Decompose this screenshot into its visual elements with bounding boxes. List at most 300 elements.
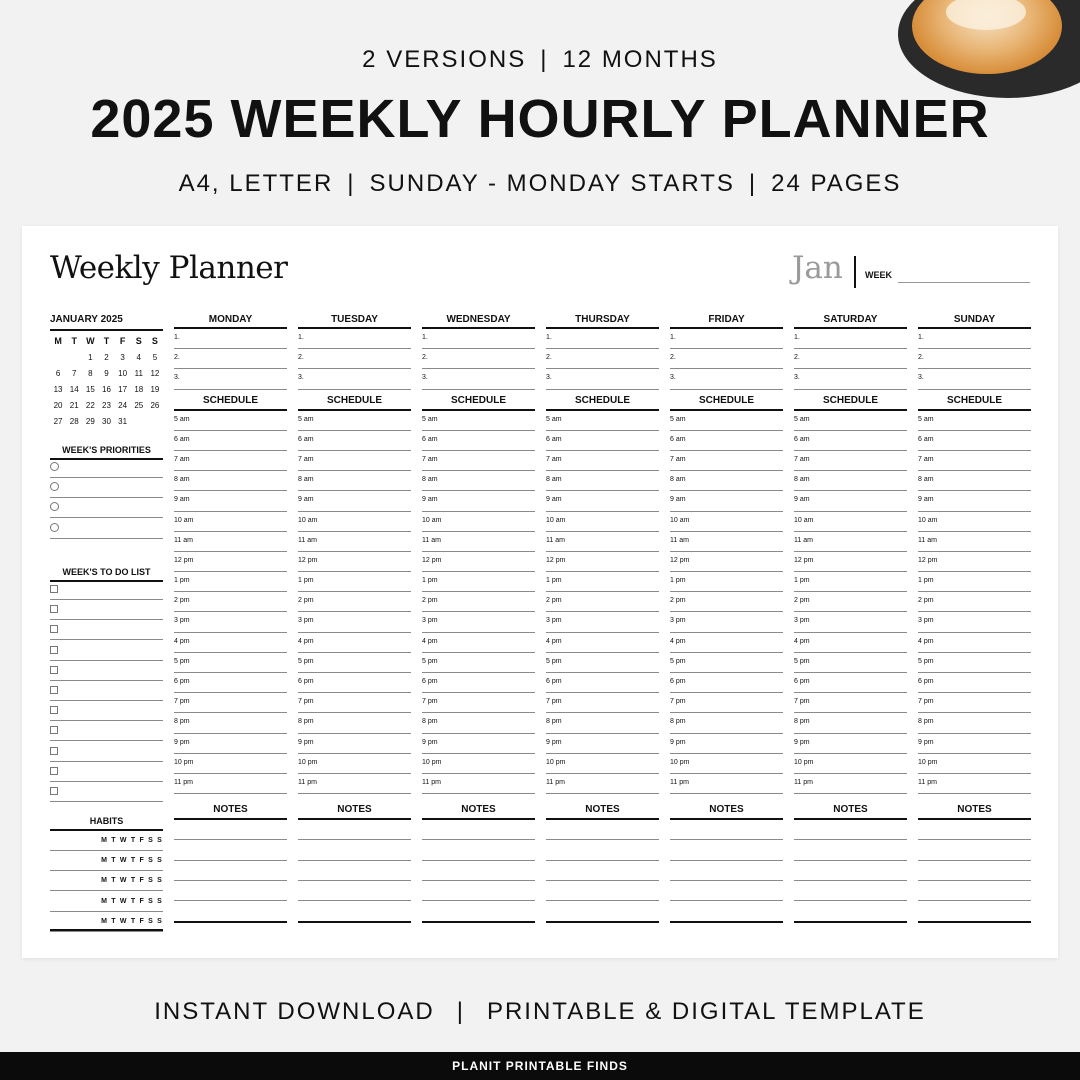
hour-label: 7 am: [174, 455, 190, 463]
square-checkbox-icon[interactable]: [50, 787, 58, 795]
top-item-row[interactable]: [298, 329, 411, 349]
notes-row[interactable]: [298, 861, 411, 881]
hour-row[interactable]: [298, 612, 411, 632]
hour-row[interactable]: [298, 754, 411, 774]
hour-label: 1 pm: [174, 577, 190, 585]
hour-row[interactable]: [546, 491, 659, 511]
hour-row[interactable]: [546, 673, 659, 693]
hour-row[interactable]: [298, 471, 411, 491]
hour-row[interactable]: [670, 734, 783, 754]
top-item-row[interactable]: [174, 369, 287, 389]
hour-label: 3 pm: [794, 617, 810, 625]
hour-row[interactable]: [298, 451, 411, 471]
hour-row[interactable]: [422, 572, 535, 592]
calendar-date: 12: [150, 369, 160, 378]
hour-row[interactable]: [670, 411, 783, 431]
hour-row[interactable]: [546, 612, 659, 632]
hour-row[interactable]: [546, 532, 659, 552]
calendar-date: 11: [134, 369, 143, 378]
habit-row[interactable]: [50, 831, 163, 851]
top-item-row[interactable]: [918, 369, 1031, 389]
hour-label: 1 pm: [546, 577, 562, 585]
hour-row[interactable]: [918, 471, 1031, 491]
notes-title: NOTES: [794, 804, 907, 820]
notes-row[interactable]: [422, 881, 535, 901]
hour-row[interactable]: [794, 451, 907, 471]
hour-row[interactable]: [918, 713, 1031, 733]
square-checkbox-icon[interactable]: [50, 747, 58, 755]
hour-label: 7 am: [918, 455, 934, 463]
hour-row[interactable]: [918, 572, 1031, 592]
hour-row[interactable]: [298, 653, 411, 673]
hour-label: 7 pm: [174, 698, 190, 706]
priorities-title: WEEK'S PRIORITIES: [50, 445, 163, 460]
top-item-number: 2.: [670, 354, 676, 362]
hour-label: 2 pm: [918, 597, 934, 605]
hour-row[interactable]: [918, 512, 1031, 532]
hour-row[interactable]: [546, 754, 659, 774]
hour-row[interactable]: [546, 471, 659, 491]
calendar-date: 28: [69, 417, 79, 426]
notes-row[interactable]: [670, 861, 783, 881]
hour-row[interactable]: [422, 653, 535, 673]
hour-label: 5 pm: [298, 657, 314, 665]
hour-row[interactable]: [918, 693, 1031, 713]
hour-row[interactable]: [546, 512, 659, 532]
top-item-number: 1.: [298, 334, 304, 341]
hour-row[interactable]: [918, 754, 1031, 774]
hour-row[interactable]: [670, 512, 783, 532]
hour-row[interactable]: [918, 411, 1031, 431]
notes-row[interactable]: [422, 840, 535, 860]
hour-row[interactable]: [174, 471, 287, 491]
hour-label: 10 am: [174, 516, 194, 524]
notes-row[interactable]: [918, 861, 1031, 881]
hour-row[interactable]: [174, 552, 287, 572]
hour-row[interactable]: [546, 713, 659, 733]
top-item-row[interactable]: [794, 349, 907, 369]
hour-label: 8 am: [422, 476, 438, 484]
todo-row[interactable]: [50, 762, 163, 782]
top-item-row[interactable]: [546, 329, 659, 349]
notes-row[interactable]: [794, 820, 907, 840]
hour-row[interactable]: [794, 774, 907, 794]
hour-row[interactable]: [298, 774, 411, 794]
top-item-row[interactable]: [670, 369, 783, 389]
todo-row[interactable]: [50, 661, 163, 681]
notes-row[interactable]: [298, 820, 411, 840]
hour-row[interactable]: [422, 633, 535, 653]
hour-label: 11 am: [422, 536, 441, 544]
calendar-date: [50, 352, 66, 363]
hour-row[interactable]: [794, 754, 907, 774]
hour-label: 4 pm: [298, 637, 314, 645]
notes-row[interactable]: [174, 861, 287, 881]
notes-row[interactable]: [794, 861, 907, 881]
top-item-number: 2.: [918, 354, 924, 362]
calendar-day-name: S: [135, 336, 142, 346]
hour-row[interactable]: [918, 552, 1031, 572]
hour-row[interactable]: [174, 693, 287, 713]
hour-row[interactable]: [918, 734, 1031, 754]
hour-row[interactable]: [670, 633, 783, 653]
notes-row[interactable]: [546, 901, 659, 921]
todo-row[interactable]: [50, 782, 163, 802]
hour-row[interactable]: [670, 491, 783, 511]
hour-row[interactable]: [174, 451, 287, 471]
hour-row[interactable]: [422, 512, 535, 532]
priority-row[interactable]: [50, 498, 163, 518]
hour-row[interactable]: [422, 693, 535, 713]
top-item-row[interactable]: [670, 349, 783, 369]
hour-row[interactable]: [918, 431, 1031, 451]
hour-row[interactable]: [670, 471, 783, 491]
habits-title: HABITS: [50, 816, 163, 831]
hour-row[interactable]: [174, 713, 287, 733]
notes-row[interactable]: [174, 840, 287, 860]
notes-row[interactable]: [918, 820, 1031, 840]
hour-row[interactable]: [298, 713, 411, 733]
square-checkbox-icon[interactable]: [50, 666, 58, 674]
hour-row[interactable]: [422, 532, 535, 552]
divider: [854, 256, 856, 288]
hour-row[interactable]: [670, 653, 783, 673]
hour-label: 10 pm: [422, 758, 442, 766]
notes-row[interactable]: [918, 881, 1031, 901]
square-checkbox-icon[interactable]: [50, 605, 58, 613]
hour-row[interactable]: [546, 592, 659, 612]
hour-row[interactable]: [298, 411, 411, 431]
week-input-line[interactable]: [898, 282, 1030, 283]
square-checkbox-icon[interactable]: [50, 706, 58, 714]
hour-row[interactable]: [174, 532, 287, 552]
top-item-row[interactable]: [670, 329, 783, 349]
hour-row[interactable]: [174, 491, 287, 511]
notes-row[interactable]: [794, 881, 907, 901]
hour-row[interactable]: [918, 612, 1031, 632]
hour-row[interactable]: [546, 552, 659, 572]
hour-row[interactable]: [298, 491, 411, 511]
hour-label: 10 pm: [546, 758, 566, 766]
hour-row[interactable]: [794, 532, 907, 552]
hour-label: 11 pm: [794, 778, 813, 786]
hour-row[interactable]: [918, 491, 1031, 511]
habit-day-letters: M T W T F S S: [101, 917, 163, 925]
square-checkbox-icon[interactable]: [50, 646, 58, 654]
calendar-date: 9: [104, 369, 109, 378]
notes-row[interactable]: [174, 881, 287, 901]
notes-title: NOTES: [546, 804, 659, 820]
hour-row[interactable]: [670, 572, 783, 592]
day-column: [794, 314, 907, 923]
habit-row[interactable]: [50, 851, 163, 871]
hour-row[interactable]: [298, 734, 411, 754]
column-bottom-rule: [422, 921, 535, 923]
calendar-day-name: T: [103, 336, 110, 346]
hour-row[interactable]: [422, 592, 535, 612]
notes-row[interactable]: [794, 901, 907, 921]
notes-row[interactable]: [422, 861, 535, 881]
hour-row[interactable]: [918, 532, 1031, 552]
notes-row[interactable]: [670, 840, 783, 860]
column-bottom-rule: [298, 921, 411, 923]
todo-row[interactable]: [50, 721, 163, 741]
hour-row[interactable]: [422, 774, 535, 794]
top-item-number: 1.: [918, 334, 924, 341]
hour-row[interactable]: [670, 552, 783, 572]
hour-row[interactable]: [794, 633, 907, 653]
top-item-number: 2.: [794, 354, 800, 362]
top-item-row[interactable]: [422, 329, 535, 349]
hour-label: 2 pm: [546, 597, 562, 605]
calendar-date: 27: [53, 417, 63, 426]
hour-row[interactable]: [546, 693, 659, 713]
notes-row[interactable]: [174, 820, 287, 840]
hour-label: 10 am: [918, 516, 938, 524]
hour-row[interactable]: [546, 734, 659, 754]
hour-row[interactable]: [794, 693, 907, 713]
hour-row[interactable]: [298, 693, 411, 713]
hour-row[interactable]: [174, 734, 287, 754]
day-title: WEDNESDAY: [422, 314, 535, 329]
notes-row[interactable]: [546, 820, 659, 840]
notes-row[interactable]: [422, 820, 535, 840]
hour-label: 10 pm: [794, 758, 814, 766]
hour-row[interactable]: [298, 592, 411, 612]
habit-row[interactable]: [50, 892, 163, 912]
day-title: SUNDAY: [918, 314, 1031, 329]
hour-row[interactable]: [670, 592, 783, 612]
hour-row[interactable]: [794, 653, 907, 673]
top-item-row[interactable]: [794, 369, 907, 389]
hour-label: 9 am: [670, 496, 686, 504]
hour-row[interactable]: [422, 491, 535, 511]
hour-label: 6 pm: [422, 678, 438, 685]
notes-row[interactable]: [918, 901, 1031, 921]
notes-title: NOTES: [918, 804, 1031, 820]
hour-row[interactable]: [670, 532, 783, 552]
calendar-date: 1: [88, 353, 93, 362]
todo-row[interactable]: [50, 701, 163, 721]
top-item-row[interactable]: [174, 349, 287, 369]
hour-row[interactable]: [174, 633, 287, 653]
hour-label: 5 pm: [546, 657, 562, 665]
notes-row[interactable]: [422, 901, 535, 921]
hour-label: 6 am: [422, 435, 438, 443]
hour-row[interactable]: [794, 612, 907, 632]
hour-row[interactable]: [546, 633, 659, 653]
notes-row[interactable]: [174, 901, 287, 921]
hour-row[interactable]: [794, 552, 907, 572]
todo-row[interactable]: [50, 742, 163, 762]
hour-label: 5 am: [422, 415, 438, 423]
hour-row[interactable]: [670, 673, 783, 693]
hour-label: 12 pm: [918, 556, 938, 564]
hour-row[interactable]: [546, 431, 659, 451]
square-checkbox-icon[interactable]: [50, 625, 58, 633]
top-item-row[interactable]: [546, 369, 659, 389]
hour-row[interactable]: [422, 734, 535, 754]
square-checkbox-icon[interactable]: [50, 686, 58, 694]
notes-row[interactable]: [298, 840, 411, 860]
hour-row[interactable]: [918, 451, 1031, 471]
hour-row[interactable]: [794, 431, 907, 451]
hour-row[interactable]: [794, 592, 907, 612]
hour-row[interactable]: [670, 754, 783, 774]
circle-checkbox-icon[interactable]: [50, 482, 59, 491]
hour-row[interactable]: [918, 633, 1031, 653]
hour-row[interactable]: [298, 552, 411, 572]
square-checkbox-icon[interactable]: [50, 767, 58, 775]
hour-row[interactable]: [794, 512, 907, 532]
hour-row[interactable]: [546, 411, 659, 431]
notes-row[interactable]: [670, 901, 783, 921]
hour-row[interactable]: [546, 572, 659, 592]
hour-label: 10 am: [670, 516, 690, 524]
hour-row[interactable]: [794, 572, 907, 592]
top-item-number: 1.: [546, 334, 552, 341]
hour-row[interactable]: [174, 431, 287, 451]
hour-row[interactable]: [918, 653, 1031, 673]
todo-row[interactable]: [50, 681, 163, 701]
notes-row[interactable]: [670, 881, 783, 901]
top-item-number: 3.: [422, 374, 428, 382]
hour-row[interactable]: [546, 653, 659, 673]
brand-bar: PLANIT PRINTABLE FINDS: [0, 1052, 1080, 1080]
top-item-row[interactable]: [918, 329, 1031, 349]
top-item-row[interactable]: [918, 349, 1031, 369]
hour-row[interactable]: [174, 653, 287, 673]
hour-row[interactable]: [422, 411, 535, 431]
hour-row[interactable]: [298, 572, 411, 592]
notes-row[interactable]: [298, 901, 411, 921]
hour-row[interactable]: [174, 612, 287, 632]
hour-row[interactable]: [174, 512, 287, 532]
hour-row[interactable]: [546, 774, 659, 794]
priority-row[interactable]: [50, 458, 163, 478]
hour-row[interactable]: [422, 431, 535, 451]
hour-row[interactable]: [918, 774, 1031, 794]
hour-label: 7 pm: [918, 698, 934, 706]
hour-row[interactable]: [670, 612, 783, 632]
calendar-date: 16: [102, 385, 111, 394]
top-item-row[interactable]: [298, 349, 411, 369]
circle-checkbox-icon[interactable]: [50, 462, 59, 471]
hour-row[interactable]: [298, 512, 411, 532]
hour-row[interactable]: [794, 411, 907, 431]
hour-row[interactable]: [670, 713, 783, 733]
top-item-row[interactable]: [174, 329, 287, 349]
notes-row[interactable]: [918, 840, 1031, 860]
hour-label: 7 am: [298, 455, 314, 463]
notes-row[interactable]: [546, 881, 659, 901]
hour-row[interactable]: [298, 673, 411, 693]
hour-row[interactable]: [422, 754, 535, 774]
hour-row[interactable]: [422, 471, 535, 491]
calendar-date: 3: [120, 353, 125, 362]
calendar-date: [66, 432, 82, 443]
notes-row[interactable]: [546, 861, 659, 881]
habits-bottom-rule: [50, 929, 163, 931]
todo-row[interactable]: [50, 600, 163, 620]
square-checkbox-icon[interactable]: [50, 585, 58, 593]
todo-row[interactable]: [50, 580, 163, 600]
notes-row[interactable]: [670, 820, 783, 840]
hour-row[interactable]: [918, 592, 1031, 612]
notes-row[interactable]: [298, 881, 411, 901]
todo-row[interactable]: [50, 641, 163, 661]
hour-row[interactable]: [670, 451, 783, 471]
circle-checkbox-icon[interactable]: [50, 523, 59, 532]
calendar-date: 22: [85, 401, 95, 410]
calendar-date: 23: [102, 401, 111, 410]
calendar-date: [66, 352, 82, 363]
circle-checkbox-icon[interactable]: [50, 502, 59, 511]
hour-row[interactable]: [174, 774, 287, 794]
notes-row[interactable]: [546, 840, 659, 860]
hour-row[interactable]: [422, 673, 535, 693]
top-item-row[interactable]: [546, 349, 659, 369]
hour-row[interactable]: [546, 451, 659, 471]
hour-row[interactable]: [794, 491, 907, 511]
hour-row[interactable]: [670, 774, 783, 794]
top-item-row[interactable]: [794, 329, 907, 349]
hour-row[interactable]: [670, 431, 783, 451]
hour-label: 9 am: [298, 496, 314, 504]
hour-row[interactable]: [298, 431, 411, 451]
todo-row[interactable]: [50, 620, 163, 640]
top-item-row[interactable]: [298, 369, 411, 389]
hour-label: 7 pm: [298, 698, 314, 706]
hour-row[interactable]: [794, 734, 907, 754]
hour-row[interactable]: [174, 572, 287, 592]
hour-row[interactable]: [298, 532, 411, 552]
notes-row[interactable]: [794, 840, 907, 860]
hour-label: 4 pm: [174, 637, 190, 645]
hour-row[interactable]: [298, 633, 411, 653]
priority-row[interactable]: [50, 519, 163, 539]
top-item-row[interactable]: [422, 349, 535, 369]
square-checkbox-icon[interactable]: [50, 726, 58, 734]
hour-label: 1 pm: [298, 577, 314, 585]
hour-label: 5 pm: [422, 657, 438, 665]
hour-row[interactable]: [918, 673, 1031, 693]
hour-row[interactable]: [174, 673, 287, 693]
priority-row[interactable]: [50, 478, 163, 498]
hour-row[interactable]: [174, 592, 287, 612]
calendar-day-name: S: [151, 336, 158, 346]
hour-row[interactable]: [422, 713, 535, 733]
hour-row[interactable]: [794, 471, 907, 491]
hour-label: 10 am: [298, 516, 318, 524]
hour-row[interactable]: [174, 411, 287, 431]
hour-label: 5 pm: [794, 657, 810, 665]
habit-row[interactable]: [50, 871, 163, 891]
top-item-row[interactable]: [422, 369, 535, 389]
hour-row[interactable]: [422, 451, 535, 471]
hour-label: 5 am: [298, 415, 314, 423]
hour-row[interactable]: [422, 552, 535, 572]
hour-row[interactable]: [174, 754, 287, 774]
hour-label: 9 pm: [670, 738, 686, 746]
hour-row[interactable]: [670, 693, 783, 713]
subtitle-specs: A4, LETTER | SUNDAY - MONDAY STARTS | 24 PAGES: [178, 170, 902, 197]
hour-label: 8 pm: [422, 718, 438, 726]
hour-row[interactable]: [794, 713, 907, 733]
hour-label: 9 pm: [918, 738, 934, 746]
hour-row[interactable]: [794, 673, 907, 693]
hour-row[interactable]: [422, 612, 535, 632]
